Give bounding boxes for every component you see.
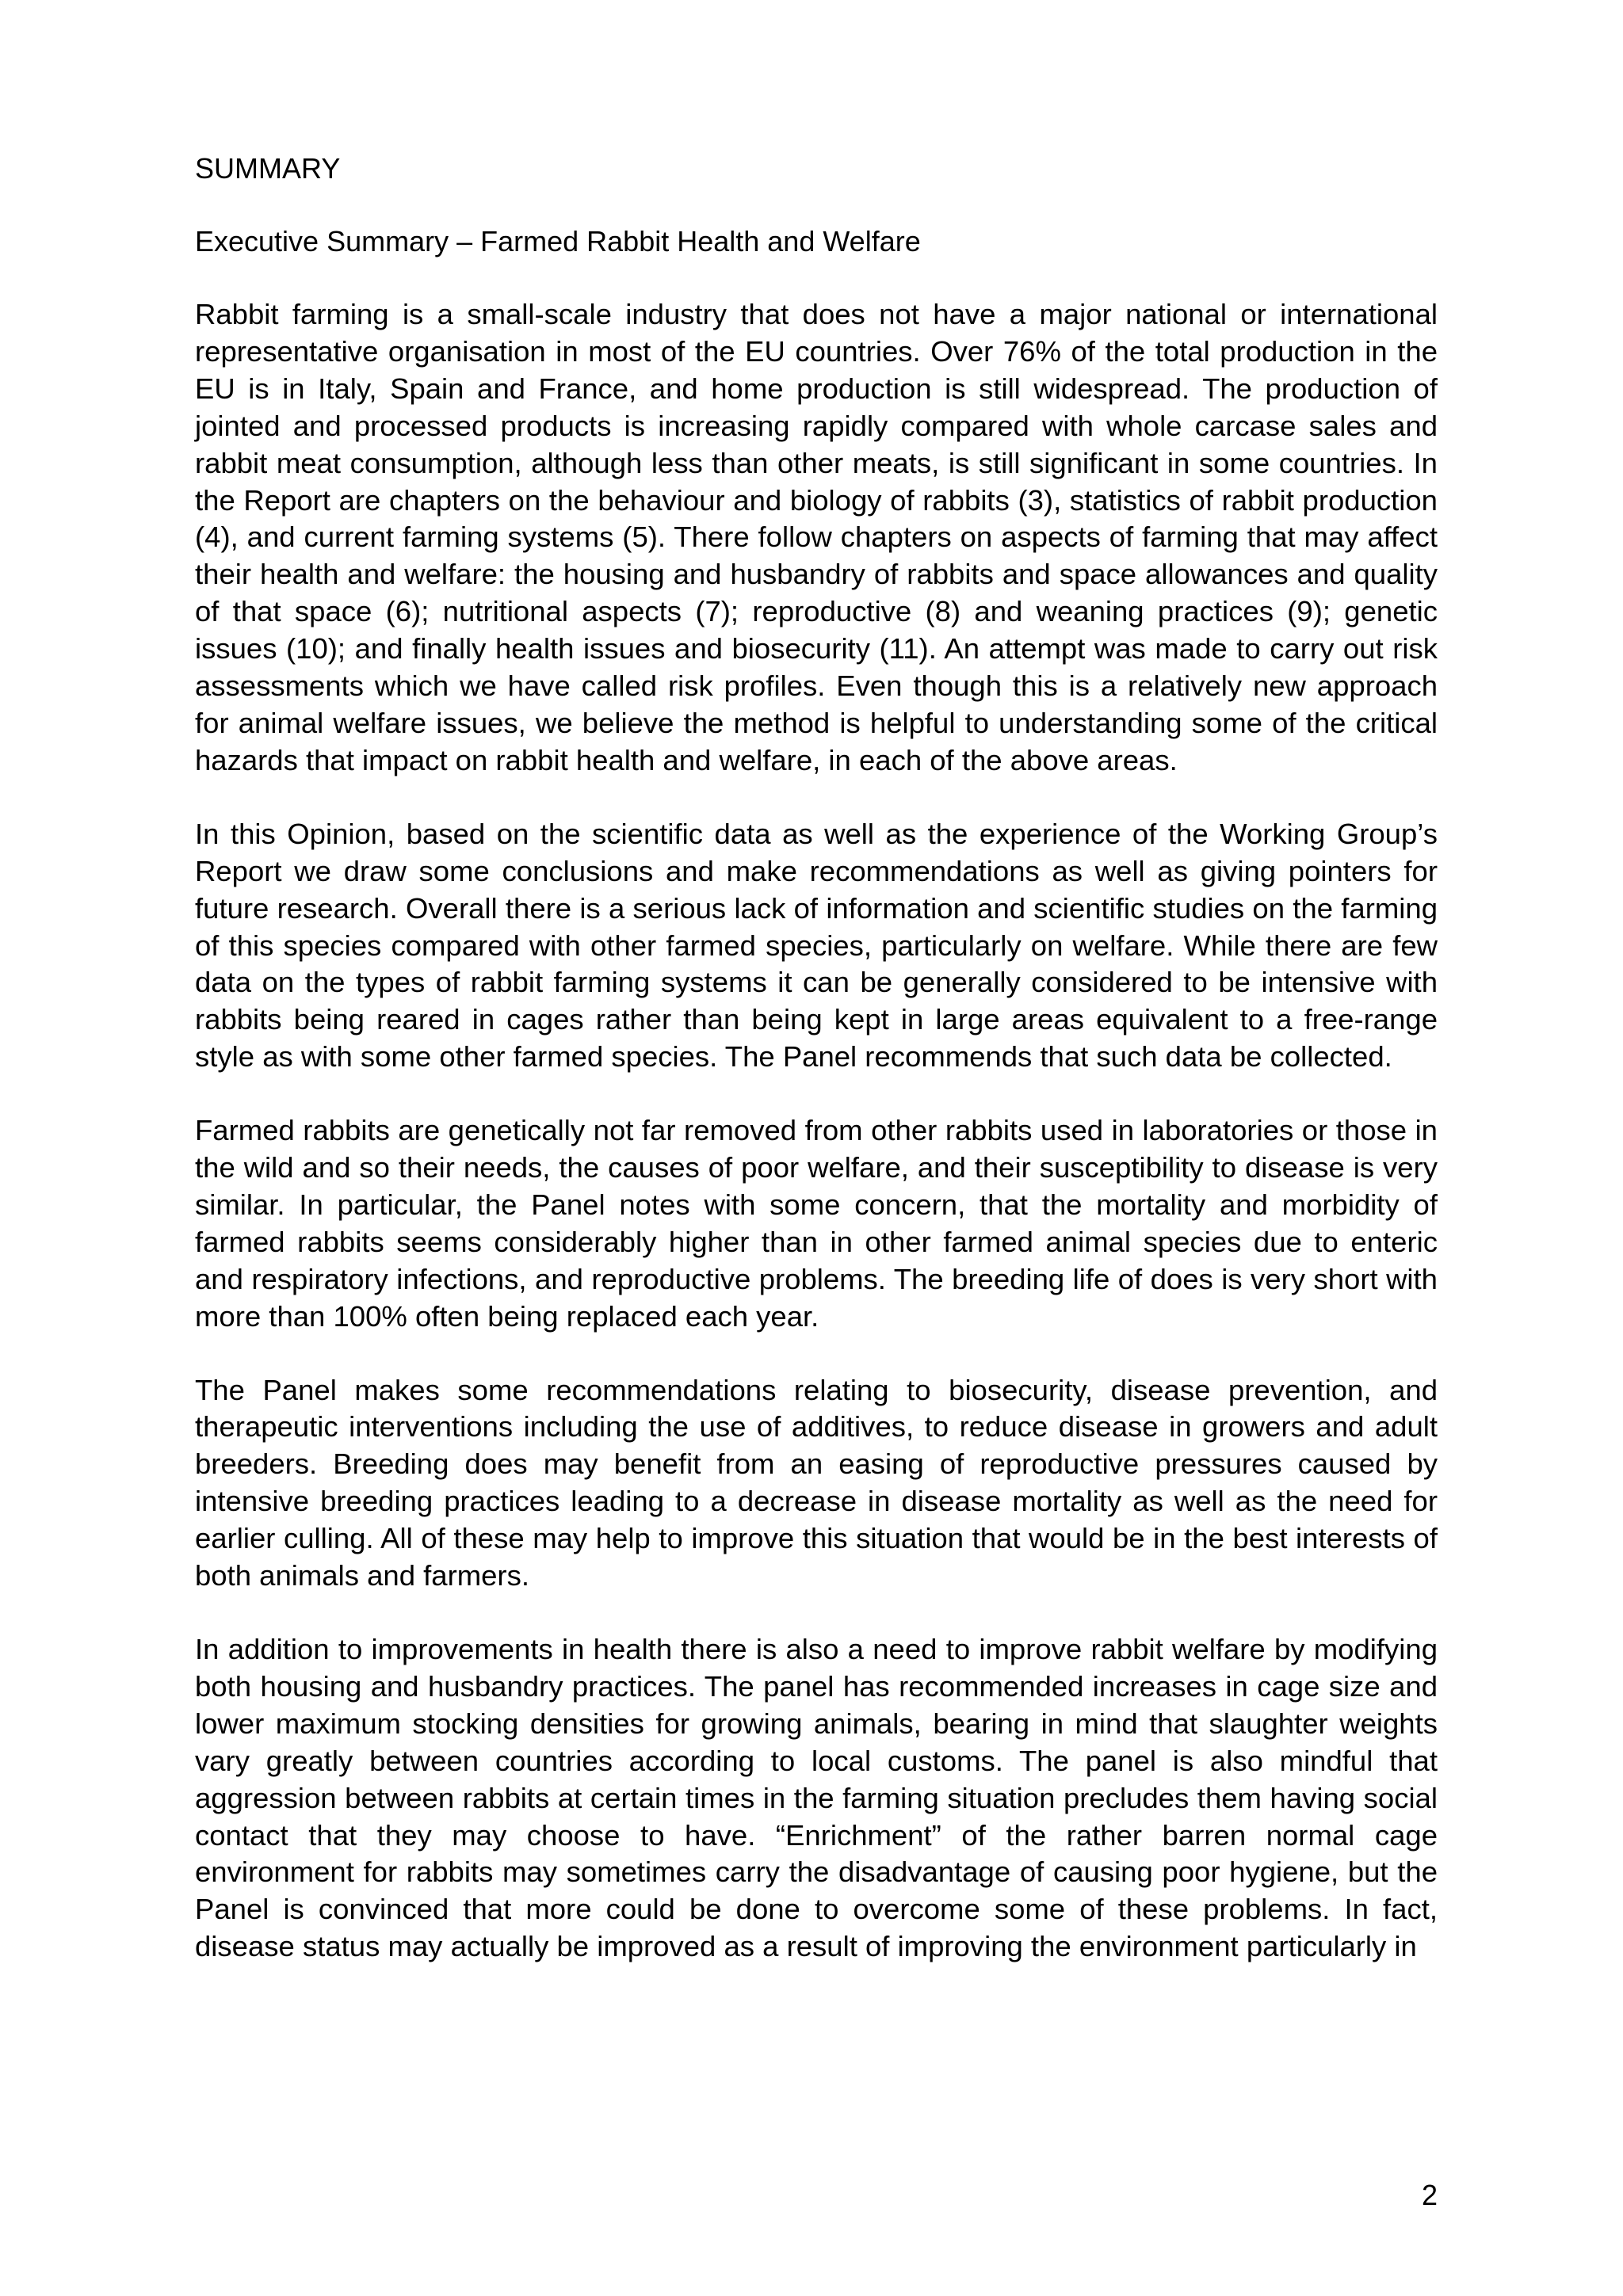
paragraph-3: Farmed rabbits are genetically not far removed from other rabbits used in laboratories or those in the wild and so their needs, the causes of poor welfare, and their susceptibility to disease is very similar. In particular, the Panel notes with some concern, that the mortality and morbidity of farmed rabbits seems considerably higher than in other farmed animal species due to enteric and respiratory infections, and reproductive problems. The breeding life of does is very short with more than 100% often being replaced each year. <box>195 1114 1438 1333</box>
page-content <box>195 151 1438 1966</box>
paragraph-1: Rabbit farming is a small-scale industry that does not have a major national or international representative organisation in most of the EU countries. Over 76% of the total production in the EU is in Italy, Spain and France, and home production is still widespread. The production of jointed and processed products is increasing rapidly compared with whole carcase sales and rabbit meat consumption, although less than other meats, is still significant in some countries. In the Report are chapters on the behaviour and biology of rabbits (3), statistics of rabbit production (4), and current farming systems (5). There follow chapters on aspects of farming that may affect their health and welfare: the housing and husbandry of rabbits and space allowances and quality of that space (6); nutritional aspects (7); reproductive (8) and weaning practices (9); genetic issues (10); and finally health issues and biosecurity (11). An attempt was made to carry out risk assessments which we have called risk profiles. Even though this is a relatively new approach for animal welfare issues, we believe the method is helpful to understanding some of the critical hazards that impact on rabbit health and welfare, in each of the above areas. <box>195 298 1438 776</box>
section-heading: SUMMARY <box>195 152 341 185</box>
paragraph-4: The Panel makes some recommendations relating to biosecurity, disease prevention, and therapeutic interventions including the use of additives, to reduce disease in growers and adult breeders. Breeding does may benefit from an easing of reproductive pressures caused by intensive breeding practices leading to a decrease in disease mortality as well as the need for earlier culling. All of these may help to improve this situation that would be in the best interests of both animals and farmers. <box>195 1373 1438 1592</box>
paragraph-5: In addition to improvements in health there is also a need to improve rabbit welfare by modifying both housing and husbandry practices. The panel has recommended increases in cage size and lower maximum stocking densities for growing animals, bearing in mind that slaughter weights vary greatly between countries according to local customs. The panel is also mindful that aggression between rabbits at certain times in the farming situation precludes them having social contact that they may choose to have. “Enrichment” of the rather barren normal cage environment for rabbits may sometimes carry the disadvantage of causing poor hygiene, but the Panel is convinced that more could be done to overcome some of these problems. In fact, disease status may actually be improved as a result of improving the environment particularly in <box>195 1633 1438 1963</box>
executive-summary-heading: Executive Summary – Farmed Rabbit Health and Welfare <box>195 225 921 257</box>
page-number: 2 <box>1421 2179 1438 2211</box>
paragraph-2: In this Opinion, based on the scientific data as well as the experience of the Working Group’s Report we draw some conclusions and make recommendations as well as giving pointers for future research. Overall there is a serious lack of information and scientific studies on the farming of this species compared with other farmed species, particularly on welfare. While there are few data on the types of rabbit farming systems it can be generally considered to be intensive with rabbits being reared in cages rather than being kept in large areas equivalent to a free-range style as with some other farmed species. The Panel recommends that such data be collected. <box>195 817 1438 1074</box>
